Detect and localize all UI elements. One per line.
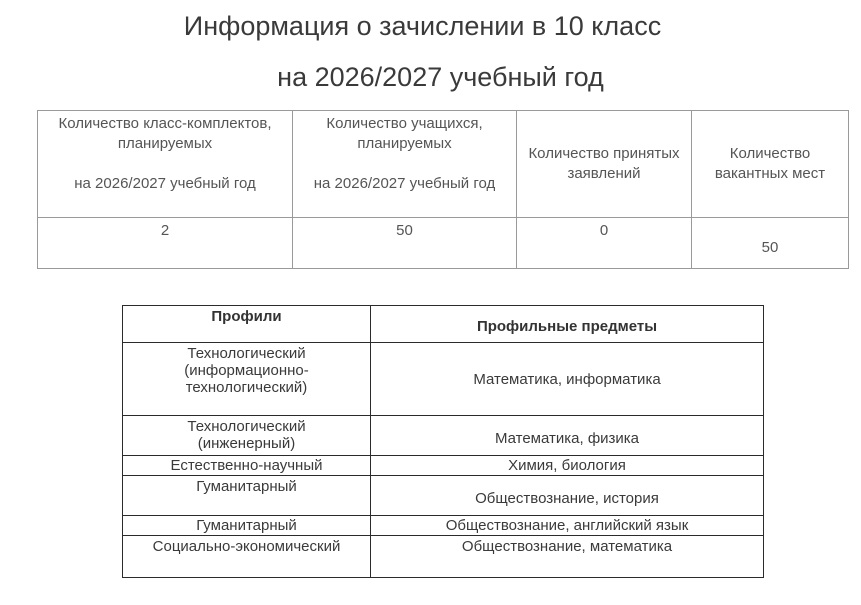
- profiles-table: [122, 305, 764, 578]
- table-row: [123, 416, 764, 456]
- profile-subjects: Обществознание, математика: [371, 536, 764, 578]
- profiles-header-row: [123, 306, 764, 343]
- stats-header-applications-line2: заявлений: [567, 165, 641, 182]
- stats-value-class-sets: 2: [38, 218, 293, 269]
- profile-subjects: Химия, биология: [371, 456, 764, 476]
- stats-header-class-sets-line1: Количество класс-комплектов,: [58, 115, 272, 132]
- stats-values-row: [38, 218, 849, 269]
- profile-subjects: Математика, физика: [371, 416, 764, 456]
- stats-header-students-line2: планируемых: [357, 135, 452, 152]
- profile-subjects: Математика, информатика: [371, 343, 764, 416]
- profile-name: Технологический (инженерный): [123, 416, 371, 456]
- stats-header-vacancies-line2: вакантных мест: [714, 165, 826, 182]
- page-title-line-1: Информация о зачислении в 10 класс: [183, 11, 662, 41]
- profile-name: Естественно-научный: [123, 456, 371, 476]
- profiles-header-subjects: Профильные предметы: [371, 306, 764, 343]
- table-row: [123, 456, 764, 476]
- profile-subjects: Обществознание, английский язык: [371, 516, 764, 536]
- stats-header-class-sets-line3: на 2026/2027 учебный год: [74, 175, 256, 192]
- stats-header-row: [38, 111, 849, 218]
- stats-header-vacancies: [692, 111, 849, 218]
- profile-subjects: Обществознание, история: [371, 476, 764, 516]
- profile-name: Гуманитарный: [123, 516, 371, 536]
- stats-header-students-line3: на 2026/2027 учебный год: [313, 175, 496, 192]
- stats-header-vacancies-line1: Количество: [729, 145, 811, 162]
- stats-header-class-sets: [38, 111, 293, 218]
- stats-header-class-sets-line2: планируемых: [117, 135, 213, 152]
- table-row: [123, 516, 764, 536]
- stats-header-students: [293, 111, 517, 218]
- profiles-header-profile: Профили: [123, 306, 371, 343]
- table-row: [123, 343, 764, 416]
- stats-value-students: 50: [293, 218, 517, 269]
- profile-name: Гуманитарный: [123, 476, 371, 516]
- stats-value-applications: 0: [517, 218, 692, 269]
- profile-name: Технологический (информационно-технологический): [123, 343, 371, 416]
- stats-header-students-line1: Количество учащихся,: [326, 115, 483, 132]
- stats-header-applications-line1: Количество принятых: [528, 145, 680, 162]
- stats-header-applications: [517, 111, 692, 218]
- page-title-line-2: на 2026/2027 учебный год: [277, 62, 604, 92]
- table-row: [123, 536, 764, 578]
- profile-name: Социально-экономический: [123, 536, 371, 578]
- stats-value-vacancies: 50: [692, 218, 849, 269]
- enrollment-stats-table: [37, 110, 849, 269]
- table-row: [123, 476, 764, 516]
